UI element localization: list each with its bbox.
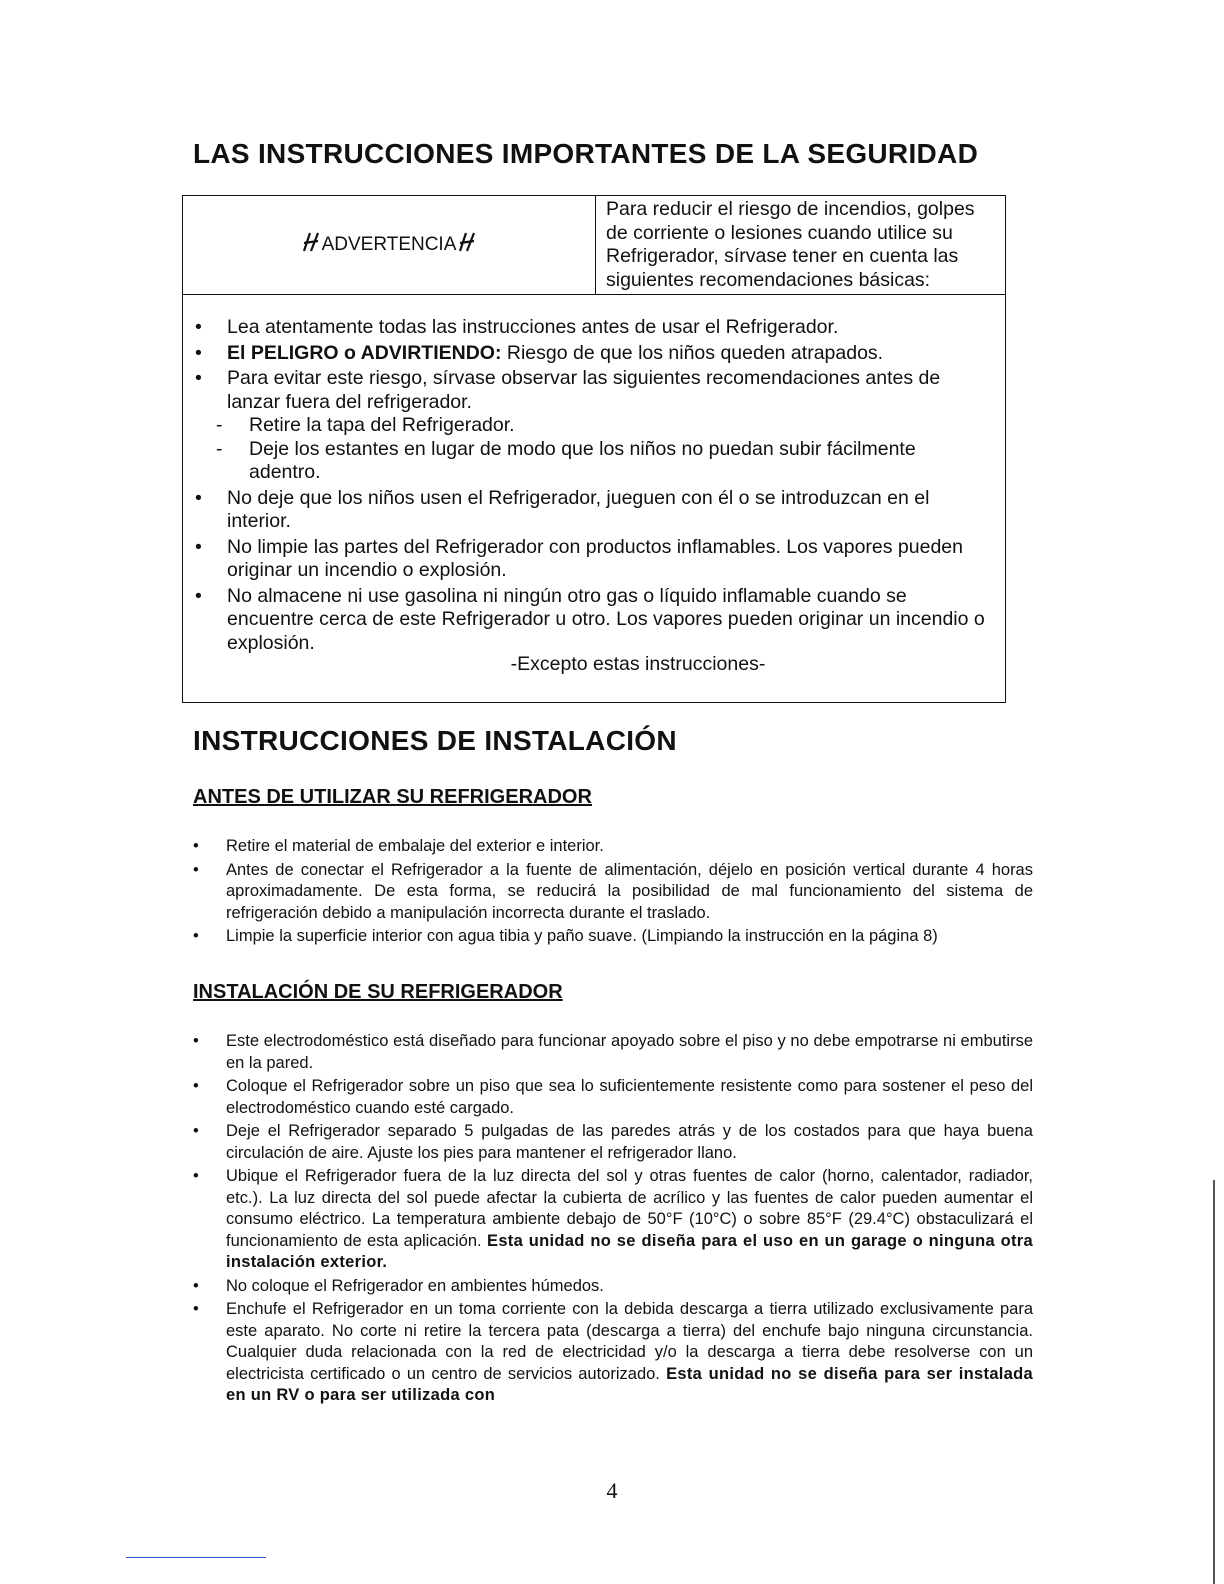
list-item: • Enchufe el Refrigerador en un toma corriente con la debida descarga a tierra utilizado exclusivamente para este aparato. No corte ni retire la tercera pata (descarga a tierra) del enchufe bajo ninguna circunstancia. Cualquier duda relacionada con la red de electricidad y/o la descarga a tierra debe resolverse con un electricista certificado o un centro de servicios autorizado. Esta unidad no se diseña para ser instalada en un RV o para ser utilizada con [193, 1300, 1034, 1404]
list-item: • Limpie la superficie interior con agua tibia y paño suave. (Limpiando la instrucción en la página 8) [193, 927, 938, 945]
warning-list [183, 316, 1005, 657]
list-item: • No almacene ni use gasolina ni ningún otro gas o líquido inflamable cuando se encuentre cerca de este Refrigerador u otro. Los vapores pueden originar un incendio o explosión. [195, 584, 985, 654]
list-item: • No coloque el Refrigerador en ambientes húmedos. [193, 1276, 604, 1295]
warning-box [182, 195, 1006, 703]
sub-list-item: - Deje los estantes en lugar de modo que los niños no puedan subir fácilmente adentro. [216, 437, 916, 483]
page-number: 4 [606, 1478, 618, 1503]
sub-list [183, 414, 995, 485]
list-item: • Deje el Refrigerador separado 5 pulgadas de las paredes atrás y de los costados para que haya buena circulación de aire. Ajuste los pies para mantener el refrigerador llano. [193, 1122, 1033, 1162]
warning-label: ADVERTENCIA [321, 234, 457, 255]
list-item: • Para evitar este riesgo, sírvase observar las siguientes recomendaciones antes de lanzar fuera del refrigerador. - Retire la tapa del Refrigerador. - Deje los estantes en lugar de modo que los niños no puedan subir fácilmente adentro. [183, 367, 1005, 485]
warning-label-cell [183, 196, 595, 294]
warning-symbol-right-icon [458, 231, 476, 259]
list-item: • Retire el material de embalaje del exterior e interior. [193, 837, 604, 855]
list-item: • Lea atentamente todas las instrucciones antes de usar el Refrigerador. [195, 316, 839, 338]
installation-title: INSTALACIÓN DE SU REFRIGERADOR [193, 981, 563, 1003]
list-item: • No deje que los niños usen el Refrigerador, jueguen con él o se introduzcan en el interior. [195, 486, 930, 532]
install-heading: INSTRUCCIONES DE INSTALACIÓN [193, 725, 677, 756]
warning-symbol-left-icon [302, 231, 320, 259]
safety-heading: LAS INSTRUCCIONES IMPORTANTES DE LA SEGURIDAD [193, 138, 979, 169]
warning-intro: Para reducir el riesgo de incendios, golpes de corriente o lesiones cuando utilice su Refrigerador, sírvase tener en cuenta las siguientes recomendaciones básicas: [595, 196, 1007, 294]
before-use-title: ANTES DE UTILIZAR SU REFRIGERADOR [193, 786, 592, 808]
list-item: • Ubique el Refrigerador fuera de la luz directa del sol y otras fuentes de calor (horno, calentador, radiador, etc.). La luz directa del sol puede afectar la cubierta de acrílico y las fuentes de calor pueden aumentar el consumo eléctrico. La temperatura ambiente debajo de 50°F (10°C) o sobre 85°F (29.4°C) obstaculizará el funcionamiento de esta aplicación. Esta unidad no se diseña para el uso en un garage o ninguna otra instalación exterior. [193, 1167, 1033, 1271]
list-item: • Antes de conectar el Refrigerador a la fuente de alimentación, déjelo en posición vertical durante 4 horas aproximadamente. De esta forma, se reducirá la posibilidad de mal funcionamiento del sistema de refrigeración debido a manipulación incorrecta durante el traslado. [193, 860, 1033, 922]
list-item: • Coloque el Refrigerador sobre un piso que sea lo suficientemente resistente como para sostener el peso del electrodoméstico cuando esté cargado. [193, 1077, 1033, 1117]
list-item: • No limpie las partes del Refrigerador con productos inflamables. Los vapores pueden originar un incendio o explosión. [195, 535, 963, 581]
list-item: • El PELIGRO o ADVIRTIENDO: Riesgo de que los niños queden atrapados. [195, 341, 884, 364]
before-use-list [193, 836, 1033, 950]
sub-list-item: - Retire la tapa del Refrigerador. [216, 414, 515, 436]
list-item: • Este electrodoméstico está diseñado para funcionar apoyado sobre el piso y no debe empotrarse ni embutirse en la pared. [193, 1032, 1033, 1072]
scan-edge-line [1213, 1180, 1215, 1584]
footer-rule [126, 1557, 266, 1558]
except-note: -Excepto estas instrucciones- [510, 653, 766, 675]
warning-header [183, 196, 1005, 295]
installation-list [193, 1031, 1033, 1409]
